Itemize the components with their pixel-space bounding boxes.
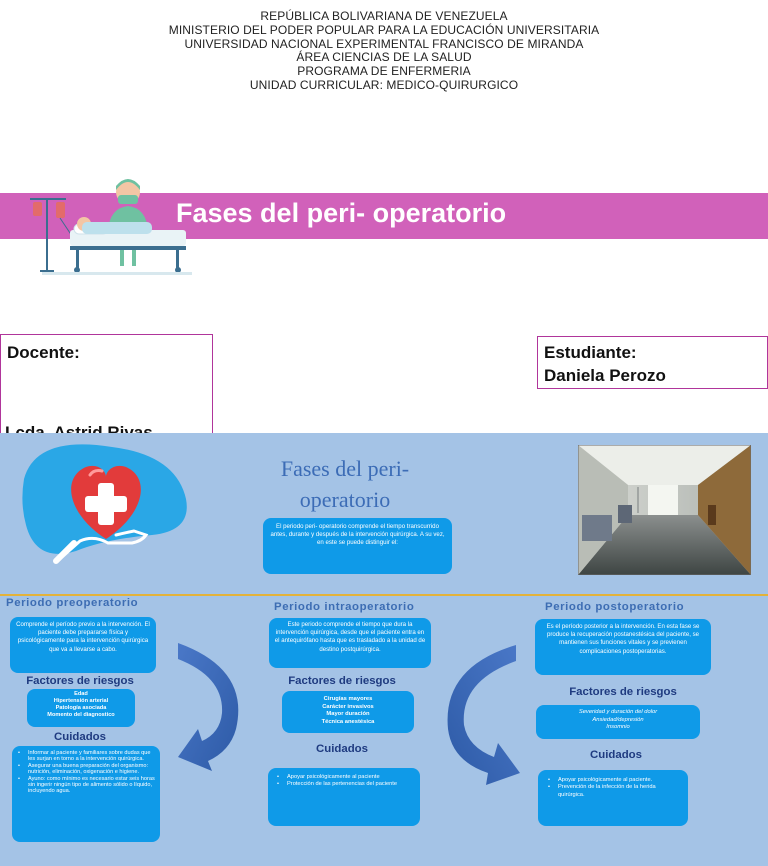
intraoperatorio-care-title: Cuidados [316,743,368,755]
banner-title: Fases del peri- operatorio [176,198,507,228]
institution-header [0,10,768,93]
header-line: PROGRAMA DE ENFERMERIA [297,64,471,79]
postoperatorio-risks-title: Factores de riesgos [569,686,677,698]
preoperatorio-title: Periodo preoperatorio [6,597,139,609]
preoperatorio-risks-list: Edad Hipertensión arterial Patología asociada Momento del diagnostico [27,689,135,727]
intro-text: El periodo peri- operatorio comprende el tiempo transcurrido antes, durante y después de la intervención quirúrgica. A su vez, en este se puede distinguir el: [270,523,445,547]
header-line: UNIVERSIDAD NACIONAL EXPERIMENTAL FRANCISCO DE MIRANDA [184,36,584,51]
hospital-corridor-photo [578,445,751,575]
curved-arrow-icon [436,633,522,793]
header-line: REPÚBLICA BOLIVARIANA DE VENEZUELA [260,9,508,23]
postoperatorio-care-list: • Apoyar psicológicamente al paciente. • Prevención de la infección de la herida quirúrgica. [538,770,688,826]
curved-arrow-icon [172,633,252,773]
docente-label: Docente: [7,343,80,362]
infographic-title: Fases del peri- operatorio [280,456,410,512]
docente-box [0,334,213,444]
estudiante-label: Estudiante: [544,343,637,362]
section-divider [0,594,768,596]
preoperatorio-description: Comprende el período previo a la intervención. El paciente debe prepararse física y psicológicamente para la intervención quirúrgica que va a llevarse a cabo. [10,617,156,673]
heart-cross-icon [16,439,202,565]
postoperatorio-title: Periodo postoperatorio [545,601,685,613]
preoperatorio-risks-title: Factores de riesgos [26,675,134,687]
intro-box [263,518,452,574]
header-line: ÁREA CIENCIAS DE LA SALUD [296,50,472,65]
hospital-bed-illustration [22,178,194,276]
estudiante-box [537,336,768,389]
intraoperatorio-care-list: • Apoyar psicológicamente al paciente • Protección de las pertenencias del paciente [268,768,420,826]
intraoperatorio-title: Periodo intraoperatorio [274,601,415,613]
intraoperatorio-description: Este periodo comprende el tiempo que dura la intervención quirúrgica, desde que el paciente entra en el antequirófano hasta que es trasladado a la unidad de destino postquirúrgica. [269,618,431,668]
intraoperatorio-risks-title: Factores de riesgos [288,675,396,687]
estudiante-name: Daniela Perozo [544,366,666,385]
postoperatorio-description: Es el período posterior a la intervención. En esta fase se produce la recuperación postanestésica del paciente, se mantienen sus funciones vitales y se previenen complicaciones postoperatorias. [535,619,711,675]
intraoperatorio-risks-list: Cirugías mayores Carácter invasivos Mayor duración Técnica anestésica [282,691,414,733]
infographic-panel [0,433,768,866]
header-line: MINISTERIO DEL PODER POPULAR PARA LA EDUCACIÓN UNIVERSITARIA [168,22,600,37]
preoperatorio-care-list: • Informar al paciente y familiares sobre dudas que les surjan en torno a la intervención quirúrgica. • Asegurar una buena preparación del organismo: nutrición, eliminación, oxigenación e higiene. • Ayuno: como mínimo es necesario estar seis horas sin ingerir ningún tipo de alimento sólido o líquido, incluyendo agua. [12,746,160,842]
preoperatorio-care-title: Cuidados [54,731,106,743]
postoperatorio-risks-list: Severidad y duración del dolor Ansiedad/depresión Insomnio [536,705,700,739]
header-line: UNIDAD CURRICULAR: MEDICO-QUIRURGICO [249,77,519,92]
postoperatorio-care-title: Cuidados [590,749,642,761]
